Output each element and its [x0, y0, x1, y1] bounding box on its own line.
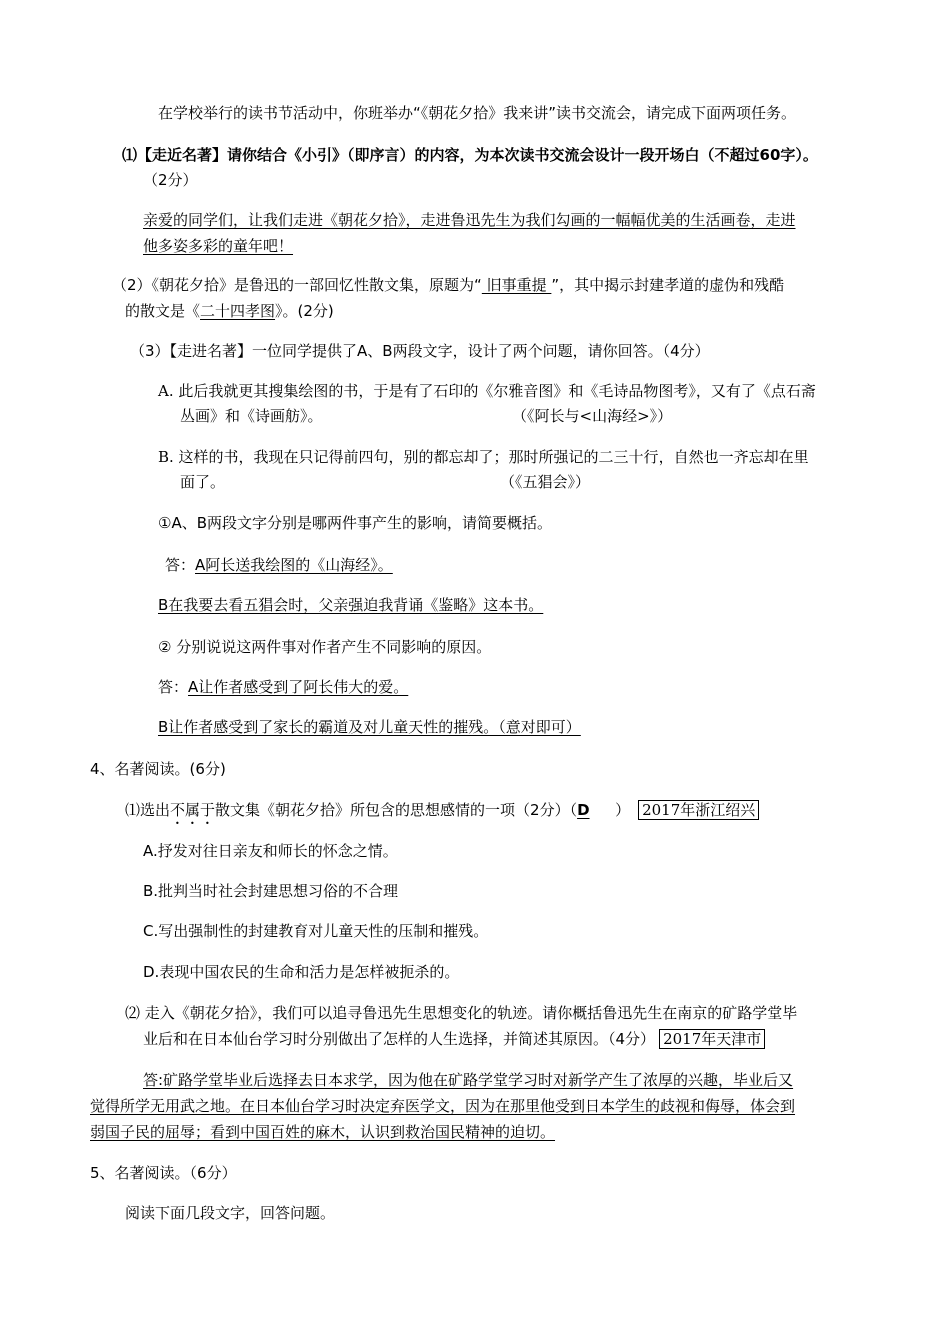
q4-sub1-close: ） — [615, 801, 631, 819]
q3-sub2-answer-label: 答： — [158, 678, 189, 696]
q2-line1-pre: （2）《朝花夕拾》是鲁迅的一部回忆性散文集，原题为“ — [112, 276, 482, 294]
q4-option-b: B.批判当时社会封建思想习俗的不合理 — [143, 882, 399, 900]
q3-sub1-answer-label: 答： — [165, 556, 196, 574]
q1-points: （2分） — [143, 171, 198, 189]
q3-passage-b-line1: B. 这样的书，我现在只记得前四句，别的都忘却了；那时所强记的二三十行，自然也一齐忘却在里 — [158, 448, 809, 466]
q4-option-a: A.抒发对往日亲友和师长的怀念之情。 — [143, 842, 398, 860]
q1-prompt: ⑴【走近名著】请你结合《小引》（即序言）的内容，为本次读书交流会设计一段开场白（不超过60字）。 — [122, 146, 818, 164]
q4-sub1-source-badge: 2017年浙江绍兴 — [638, 800, 759, 820]
q4-sub1-answer: D — [577, 801, 590, 819]
q4-sub1-pre: ⑴选出 — [125, 801, 171, 819]
q2-blank1-answer: 旧事重提 — [481, 276, 552, 294]
q4-answer-line1: 答:矿路学堂毕业后选择去日本求学，因为他在矿路学堂学习时对新学产生了浓厚的兴趣，毕业后又 — [143, 1071, 794, 1089]
q4-sub2-line2 — [143, 1026, 765, 1052]
q3-passage-b-line2: 面了。 — [180, 473, 226, 491]
q4-answer-line2: 觉得所学无用武之地。在日本仙台学习时决定弃医学文，因为在那里他受到日本学生的歧视和侮辱，体会到 — [90, 1097, 796, 1115]
q3-sub1-answer-b: B在我要去看五猖会时，父亲强迫我背诵《鉴略》这本书。 — [158, 596, 544, 614]
q3-sub2-prompt: ② 分别说说这两件事对作者产生不同影响的原因。 — [158, 638, 492, 656]
q3-passage-a-source: （《阿长与<山海经>》） — [512, 407, 673, 425]
q3-sub2-answer-a-text: A让作者感受到了阿长伟大的爱。 — [188, 678, 409, 696]
q2-blank2-answer: 二十四孝图 — [200, 302, 276, 320]
q2-line2 — [125, 298, 334, 324]
q2-line1-post: ”，其中揭示封建孝道的虚伪和残酷 — [551, 276, 785, 294]
q3-passage-a-line1: A. 此后我就更其搜集绘图的书，于是有了石印的《尔雅音图》和《毛诗品物图考》，又有了《点石斋 — [158, 382, 816, 400]
q5-heading: 5、名著阅读。（6分） — [90, 1164, 237, 1182]
q3-passage-a-line2: 丛画》和《诗画舫》。 — [180, 407, 323, 425]
q3-sub2-answer-a — [158, 674, 408, 700]
q2-line2-post: 》。(2分) — [275, 302, 334, 320]
q3-sub2-answer-b: B让作者感受到了家长的霸道及对儿童天性的摧残。（意对即可） — [158, 718, 581, 736]
q1-answer-line2: 他多姿多彩的童年吧！ — [143, 237, 294, 255]
q5-prompt: 阅读下面几段文字，回答问题。 — [125, 1204, 336, 1222]
q4-sub2-line2-text: 业后和在日本仙台学习时分别做出了怎样的人生选择，并简述其原因。（4分） — [143, 1030, 656, 1048]
q4-sub1-post: 散文集《朝花夕拾》所包含的思想感情的一项（2分）（ — [215, 801, 578, 819]
q4-sub2-source-badge: 2017年天津市 — [659, 1029, 765, 1049]
q4-option-d: D.表现中国农民的生命和活力是怎样被扼杀的。 — [143, 963, 460, 981]
q4-heading: 4、名著阅读。(6分) — [90, 760, 226, 778]
q3-prompt: （3）【走进名著】一位同学提供了A、B两段文字，设计了两个问题，请你回答。（4分） — [130, 342, 710, 360]
q3-sub1-answer-a-text: A阿长送我绘图的《山海经》。 — [195, 556, 393, 574]
q2-line2-pre: 的散文是《 — [125, 302, 201, 320]
q2-line1 — [112, 272, 784, 298]
q4-answer-line3: 弱国子民的屈辱；看到中国百姓的麻木，认识到救治国民精神的迫切。 — [90, 1123, 556, 1141]
q3-sub1-prompt: ①A、B两段文字分别是哪两件事产生的影响，请简要概括。 — [158, 514, 553, 532]
q3-sub1-answer-a — [165, 552, 393, 578]
q1-answer-line1: 亲爱的同学们，让我们走进《朝花夕拾》，走进鲁迅先生为我们勾画的一幅幅优美的生活画卷，走进 — [143, 211, 796, 229]
q4-sub1 — [125, 797, 759, 828]
q4-option-c: C.写出强制性的封建教育对儿童天性的压制和摧残。 — [143, 922, 489, 940]
intro-text: 在学校举行的读书节活动中，你班举办“《朝花夕拾》我来讲”读书交流会，请完成下面两项任务。 — [158, 104, 797, 122]
q4-sub2-line1: ⑵ 走入《朝花夕拾》，我们可以追寻鲁迅先生思想变化的轨迹。请你概括鲁迅先生在南京的矿路学堂毕 — [125, 1004, 798, 1022]
q4-sub1-emphasis: 不属于 — [170, 801, 216, 819]
q3-passage-b-source: （《五猖会》） — [500, 473, 591, 491]
